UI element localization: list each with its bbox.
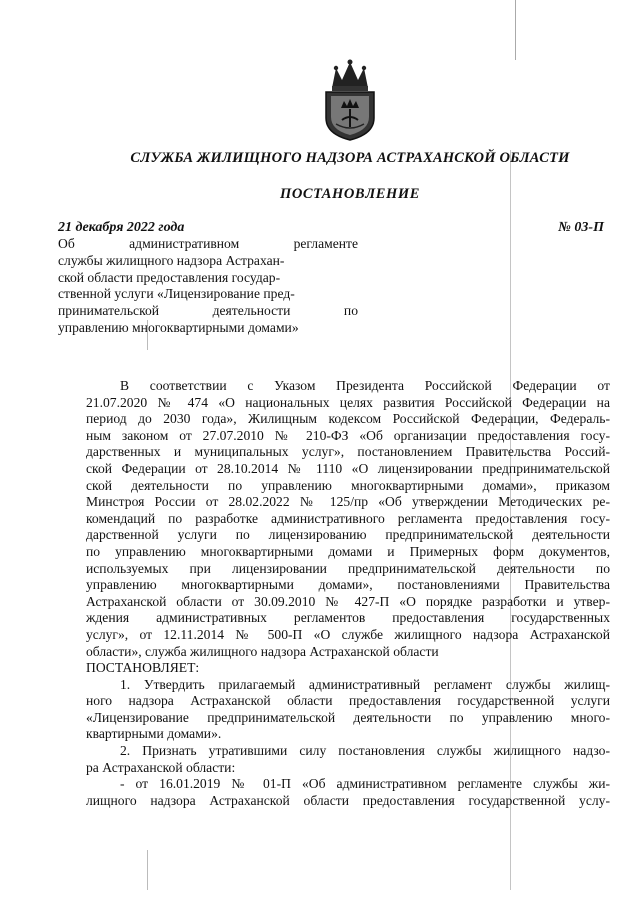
subject-line: ственной услуги «Лицензирование пред- <box>58 286 295 302</box>
subject-line: управлению многоквартирными домами» <box>58 319 299 335</box>
coat-of-arms-emblem <box>318 58 382 142</box>
body-line: ного надзора Астраханской области предоставления государственной услуги <box>86 693 610 709</box>
body-line: «Лицензирование предпринимательской деятельности по управлению много- <box>86 709 610 725</box>
scan-artifact-line <box>147 850 148 890</box>
body-line: ской Федерации от 28.10.2014 № 1110 «О лицензировании предпринимательской <box>86 460 610 476</box>
subject-line: ской области предоставления государ- <box>58 269 281 285</box>
body-line: используемых при лицензировании предпринимательской деятельности по <box>86 560 610 576</box>
body-line: Астраханской области от 30.09.2010 № 427-П «О порядке разработки и утвер- <box>86 593 610 609</box>
body-line: ждения административных регламентов предоставления государственных <box>86 610 610 626</box>
document-type: ПОСТАНОВЛЕНИЕ <box>279 186 421 202</box>
body-line: 2. Признать утратившими силу постановления службы жилищного надзо- <box>120 743 610 759</box>
body-line: квартирными домами». <box>86 726 222 742</box>
body-line: - от 16.01.2019 № 01-П «Об административном регламенте службы жи- <box>120 776 610 792</box>
document-number: № 03-П <box>558 220 604 235</box>
body-line: Минстроя России от 28.02.2022 № 125/пр «Об утверждении Методических ре- <box>86 494 610 510</box>
subject-line: Об административном регламенте <box>58 236 358 251</box>
body-line: В соответствии с Указом Президента Российской Федерации от <box>120 378 610 393</box>
body-line: области», служба жилищного надзора Астраханской области <box>86 643 439 659</box>
body-line: лищного надзора Астраханской области предоставления государственной услу- <box>86 792 610 808</box>
subject-line: принимательской деятельности по <box>58 303 358 319</box>
body-line: ра Астраханской области: <box>86 759 236 775</box>
document-subject <box>58 236 358 337</box>
body-line: 21.07.2020 № 474 «О национальных целях развития Российской Федерации на <box>86 394 610 410</box>
body-line: по управлению многоквартирными домами и Примерных форм документов, <box>86 543 610 559</box>
body-line: услуг», от 12.11.2014 № 500-П «О службе жилищного надзора Астраханской <box>86 626 610 642</box>
body-line: комендаций по разработке административного регламента предоставления госу- <box>86 510 610 526</box>
body-line: 1. Утвердить прилагаемый административный регламент службы жилищ- <box>120 676 610 692</box>
body-line: ской деятельности по управлению многоквартирными домами», приказом <box>86 477 610 493</box>
document-body <box>86 378 610 809</box>
document-date: 21 декабря 2022 года <box>58 220 185 235</box>
agency-title: СЛУЖБА ЖИЛИЩНОГО НАДЗОРА АСТРАХАНСКОЙ ОБЛАСТИ <box>130 150 570 166</box>
body-line: дарственной услуги по лицензированию предпринимательской деятельности <box>86 527 610 543</box>
subject-line: службы жилищного надзора Астрахан- <box>58 252 285 268</box>
body-line: управлению многоквартирными домами», постановлениями Правительства <box>86 577 610 593</box>
body-line: период до 2030 года», Жилищным кодексом Российской Федерации, Федераль- <box>86 411 610 427</box>
scan-artifact-line <box>515 0 516 60</box>
body-line: ным законом от 27.07.2010 № 210-ФЗ «Об организации предоставления госу- <box>86 427 610 443</box>
body-line: дарственных и муниципальных услуг», постановлением Правительства Россий- <box>86 444 610 460</box>
body-line-decree: ПОСТАНОВЛЯЕТ: <box>86 660 200 676</box>
